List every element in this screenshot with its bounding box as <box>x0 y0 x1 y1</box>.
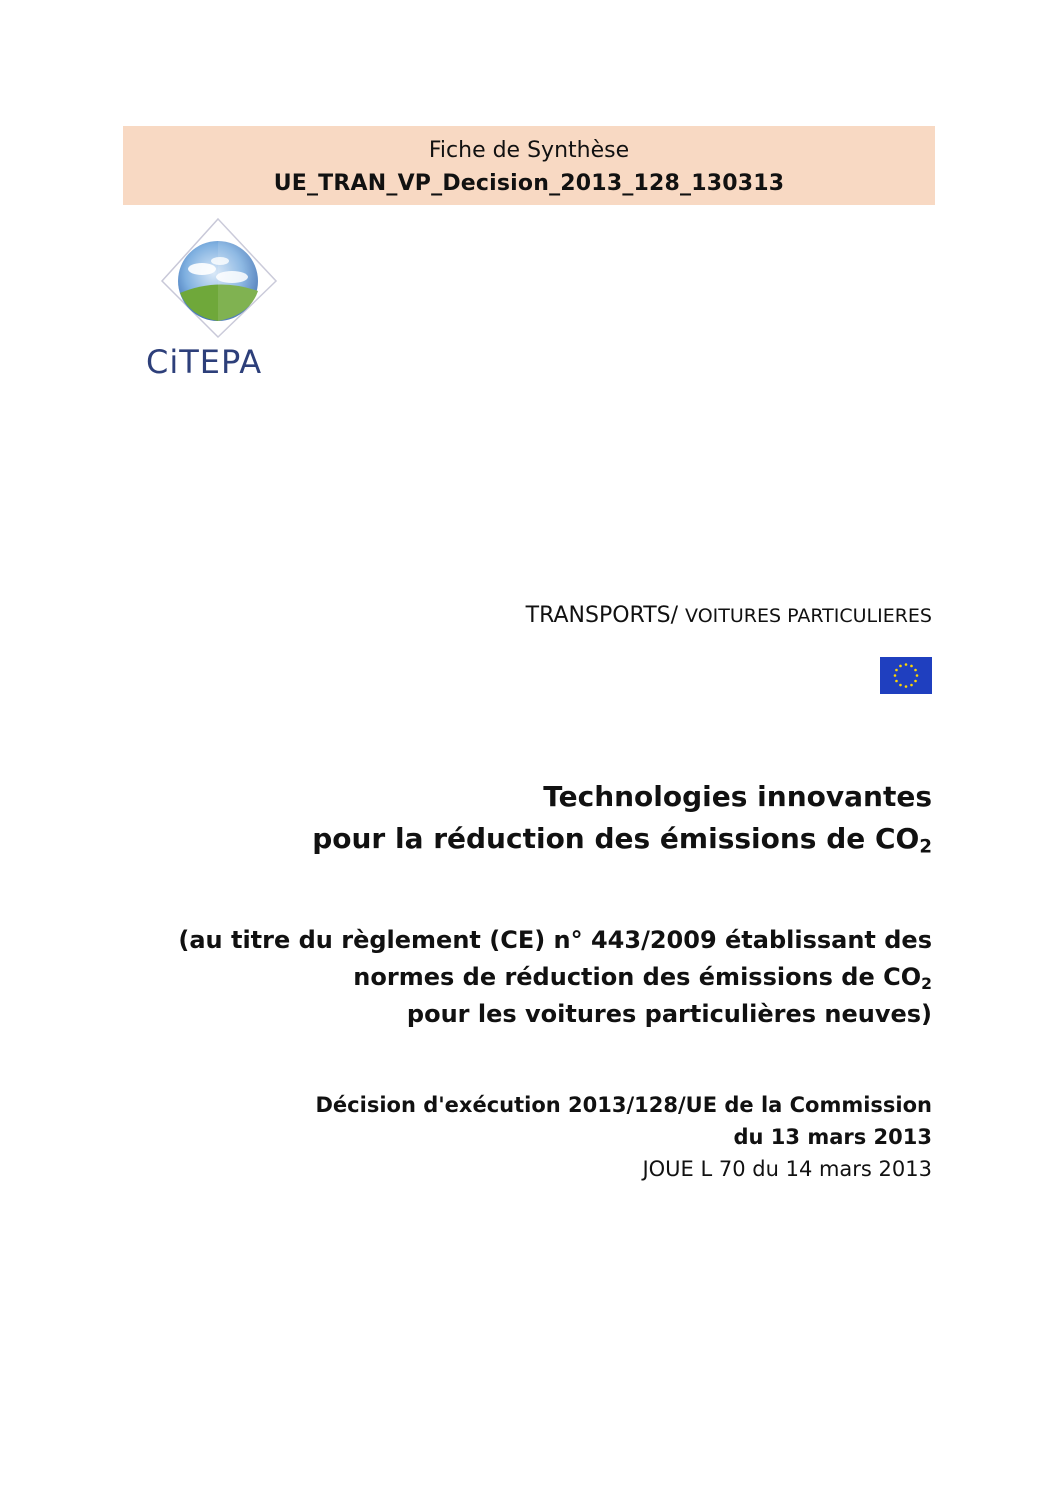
decision-line-3: JOUE L 70 du 14 mars 2013 <box>642 1157 932 1181</box>
eu-star-icon <box>914 669 917 672</box>
title-line-1: Technologies innovantes <box>543 780 932 813</box>
title-line-2: pour la réduction des émissions de $CO_2$ <box>312 822 932 858</box>
eu-star-icon <box>905 685 908 688</box>
document-title <box>312 776 932 860</box>
eu-star-icon <box>905 663 908 666</box>
subtitle-line-1: (au titre du règlement (CE) n° 443/2009 établissant des <box>178 926 932 954</box>
category-main: TRANSPORTS/ <box>525 603 679 628</box>
category-heading <box>526 603 932 628</box>
eu-star-icon <box>899 684 902 687</box>
eu-star-icon <box>894 674 897 677</box>
eu-star-icon <box>910 684 913 687</box>
eu-star-icon <box>916 674 919 677</box>
eu-star-icon <box>899 665 902 668</box>
decision-reference <box>316 1089 933 1185</box>
eu-star-icon <box>895 680 898 683</box>
decision-line-2: du 13 mars 2013 <box>733 1125 932 1149</box>
subtitle-line-2: normes de réduction des émissions de $CO_2$ <box>353 963 932 993</box>
eu-flag-icon <box>880 657 932 694</box>
decision-line-1: Décision d'exécution 2013/128/UE de la Commission <box>315 1093 932 1117</box>
category-sub: VOITURES PARTICULIERES <box>685 605 932 627</box>
header-band <box>123 126 935 205</box>
eu-star-icon <box>914 680 917 683</box>
eu-star-icon <box>910 665 913 668</box>
document-subtitle <box>178 922 932 1033</box>
document-reference: UE_TRAN_VP_Decision_2013_128_130313 <box>273 171 785 196</box>
document-type: Fiche de Synthèse <box>428 138 630 163</box>
subtitle-line-3: pour les voitures particulières neuves) <box>406 1000 932 1028</box>
eu-star-icon <box>895 669 898 672</box>
citepa-logo-text: CiTEPA <box>146 343 263 381</box>
